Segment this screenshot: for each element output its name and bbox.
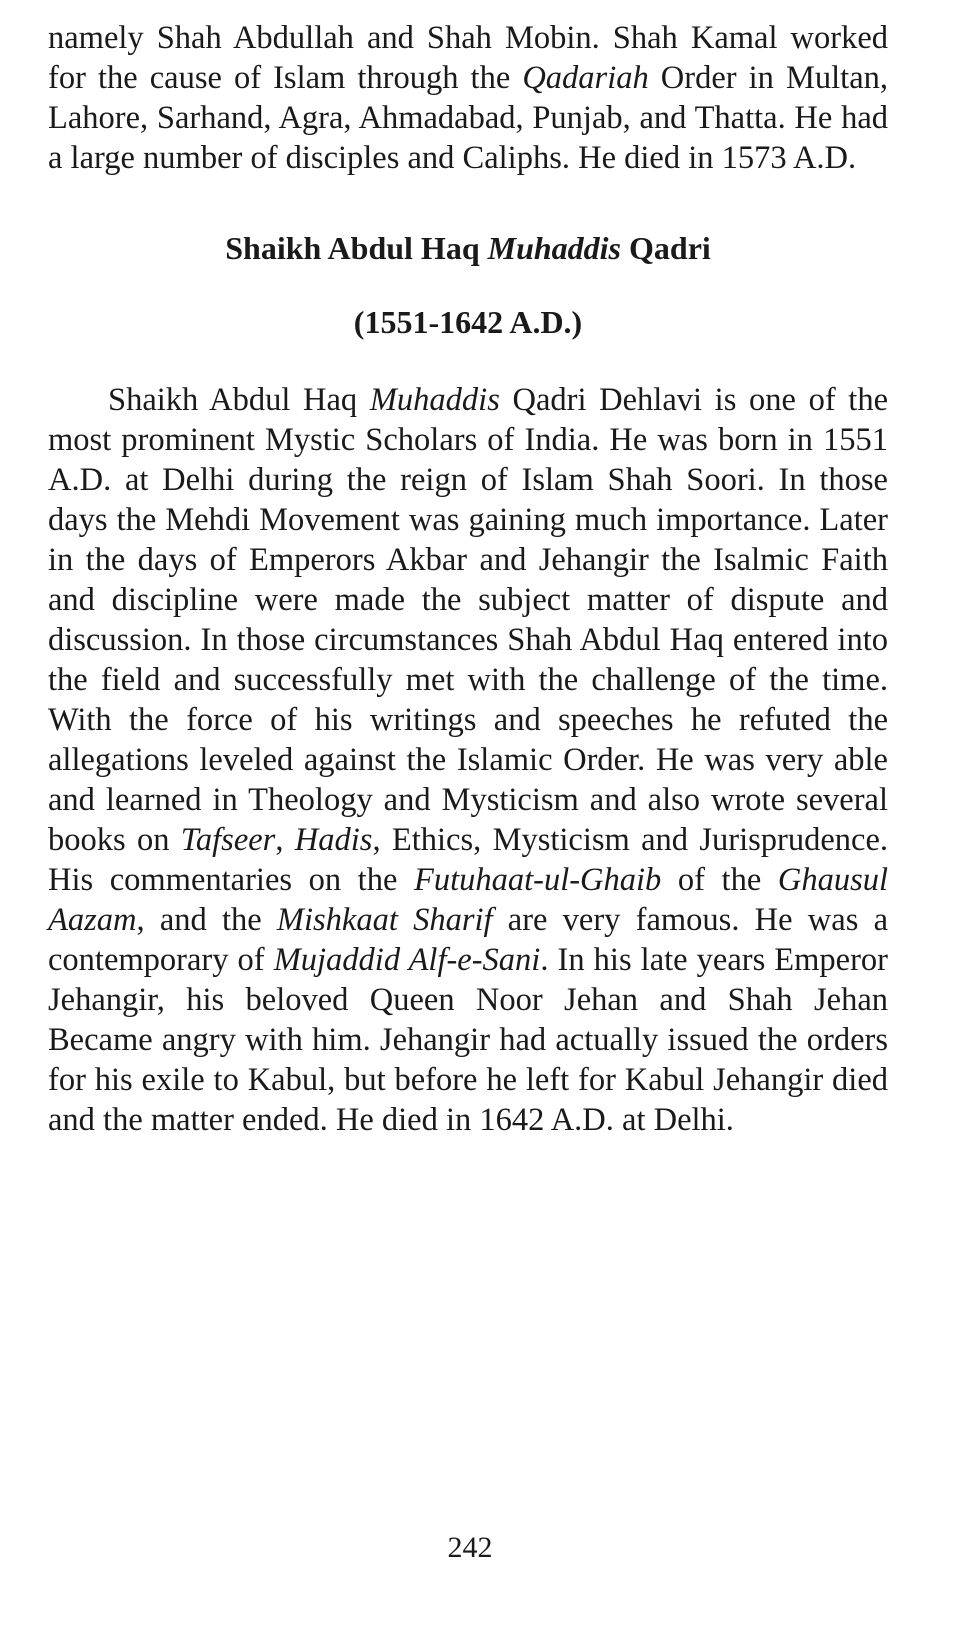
intro-paragraph (48, 18, 888, 178)
text-segment: of the (661, 862, 778, 898)
text-segment-italic: Mishkaat Sharif (276, 902, 493, 938)
text-segment: are very famous. He was a contemporary of (48, 902, 888, 978)
text-segment: , and the (136, 902, 277, 938)
text-segment: Order in Multan, Lahore, Sarhand, Agra, Ahmadabad, Punjab, and Thatta. He had a large number of disciples and Caliphs. He died in 1573 A.D. (48, 60, 889, 176)
section-years: (1551-1642 A.D.) (353, 304, 583, 340)
text-segment: , Ethics, Mysticism and Jurisprudence. His commentaries on the (48, 822, 888, 898)
bio-paragraph (48, 380, 888, 1140)
text-segment-italic: Ghausul Aazam (48, 862, 888, 938)
page-number: 242 (447, 1531, 493, 1564)
heading-segment: Qadri (621, 230, 711, 266)
text-segment-italic: Mujaddid Alf-e-Sani (273, 942, 541, 978)
heading-segment: Shaikh Abdul Haq (225, 230, 488, 266)
text-segment-italic: Hadis (294, 822, 373, 858)
text-segment: . In his late years Emperor Jehangir, his beloved Queen Noor Jehan and Shah Jehan Became angry with him. Jehangir had actually issued the orders for his exile to Kabul, but before he left for Kabul Jehangir died and the matter ended. He died in 1642 A.D. at Delhi. (48, 942, 889, 1138)
text-segment-italic: Tafseer (180, 822, 276, 858)
text-segment-italic: Muhaddis (369, 382, 500, 418)
text-segment: namely Shah Abdullah and Shah Mobin. Shah Kamal worked for the cause of Islam through the (48, 20, 888, 96)
text-segment: Qadri Dehlavi is one of the most prominent Mystic Scholars of India. He was born in 1551 A.D. at Delhi during the reign of Islam Shah Soori. In those days the Mehdi Movement was gaining much importance. Later in the days of Emperors Akbar and Jehangir the Isalmic Faith and discipline were made the subject matter of dispute and discussion. In those circumstances Shah Abdul Haq entered into the field and successfully met with the challenge of the time. With the force of his writings and speeches he refuted the allegations leveled against the Islamic Order. He was very able and learned in Theology and Mysticism and also wrote several books on (48, 382, 888, 858)
heading-segment-italic: Muhaddis (487, 230, 621, 266)
section-heading (48, 228, 888, 268)
text-segment-italic: Futuhaat-ul-Ghaib (413, 862, 662, 898)
text-segment: , (275, 822, 295, 858)
text-segment: Shaikh Abdul Haq (108, 382, 370, 418)
page-body (48, 18, 888, 1140)
text-segment-italic: Qadariah (522, 60, 649, 96)
